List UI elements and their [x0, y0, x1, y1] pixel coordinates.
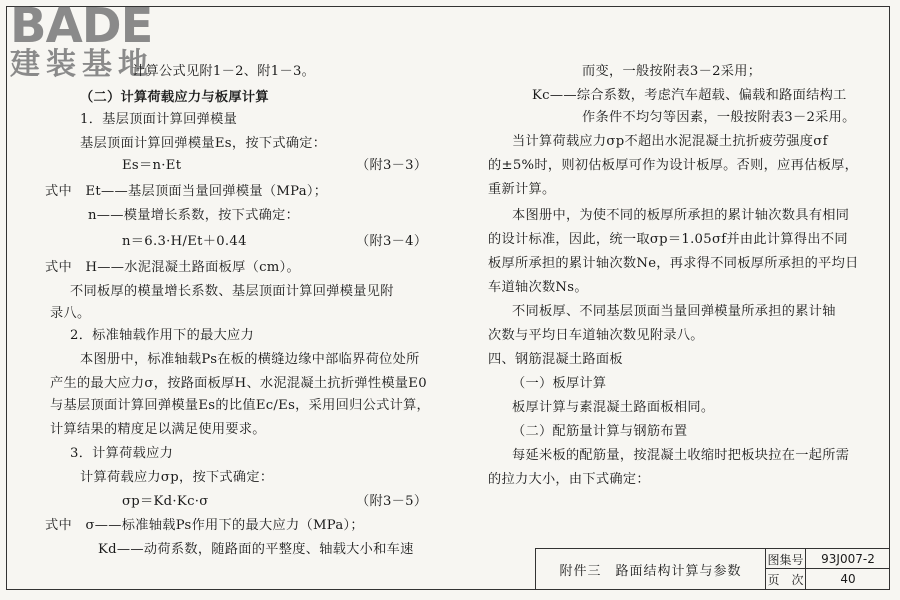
text-line: 当计算荷载应力σp不超出水泥混凝土抗折疲劳强度σf	[512, 134, 828, 149]
text-line: 重新计算。	[488, 182, 556, 197]
formula: n＝6.3·H/Et＋0.44	[122, 234, 247, 249]
text-line: 式中 σ——标准轴载Ps作用下的最大应力（MPa）；	[45, 518, 364, 533]
subsection-heading: 2．标准轴载作用下的最大应力	[70, 328, 255, 343]
text-line: 不同板厚、不同基层顶面当量回弹模量所承担的累计轴	[512, 304, 836, 319]
text-line: 基层顶面计算回弹模量Es，按下式确定：	[80, 136, 327, 151]
title-block	[535, 548, 890, 590]
page-number-row	[766, 569, 890, 589]
section-heading: （二）计算荷载应力与板厚计算	[80, 90, 269, 105]
text-line: 次数与平均日车道轴次数见附录八。	[488, 328, 704, 343]
subsection-heading: 3．计算荷载应力	[70, 446, 174, 461]
page-number-label: 页 次	[766, 569, 806, 589]
text-line: 本图册中，为使不同的板厚所承担的累计轴次数具有相同	[512, 208, 850, 223]
text-line: 本图册中，标准轴载Ps在板的横缝边缘中部临界荷位处所	[80, 352, 420, 367]
text-line: Kc——综合系数，考虑汽车超载、偏载和路面结构工	[532, 88, 847, 103]
atlas-number-value: 93J007-2	[821, 552, 875, 566]
text-line: 计算公式见附1－2、附1－3。	[132, 64, 316, 79]
text-line: 车道轴次数Ns。	[488, 280, 588, 295]
text-line: n——模量增长系数，按下式确定：	[88, 208, 300, 223]
text-line: 式中 Et——基层顶面当量回弹模量（MPa）；	[45, 184, 328, 199]
text-line: 与基层顶面计算回弹模量Es的比值Ec/Es，采用回归公式计算，	[50, 398, 431, 413]
drawing-title: 附件三 路面结构计算与参数	[536, 549, 766, 589]
text-line: Kd——动荷系数，随路面的平整度、轴载大小和车速	[98, 542, 414, 557]
subsection-heading: 1．基层顶面计算回弹模量	[80, 112, 238, 127]
text-line: 的拉力大小，由下式确定：	[488, 472, 650, 487]
atlas-number-row	[766, 549, 890, 569]
text-line: 作条件不均匀等因素，一般按附表3－2采用。	[582, 110, 856, 125]
text-line: 计算结果的精度足以满足使用要求。	[50, 422, 266, 437]
text-line: 不同板厚的模量增长系数、基层顶面计算回弹模量见附	[70, 284, 394, 299]
text-line: 的±5%时，则初估板厚可作为设计板厚。否则，应再估板厚，	[488, 158, 859, 173]
text-line: 的设计标准，因此，统一取σp＝1.05σf并由此计算得出不同	[488, 232, 848, 247]
text-line: 每延米板的配筋量，按混凝土收缩时把板块拉在一起所需	[512, 448, 850, 463]
formula: σp＝Kd·Kc·σ	[122, 494, 209, 509]
equation-number: （附3－3）	[356, 158, 428, 173]
subsection-heading: （二）配筋量计算与钢筋布置	[512, 424, 688, 439]
logo-brand-en: BADE	[10, 0, 153, 54]
text-line: 录八。	[50, 306, 91, 321]
text-line: 板厚所承担的累计轴次数Ne，再求得不同板厚所承担的平均日	[488, 256, 859, 271]
text-line: 而变，一般按附表3－2采用；	[582, 64, 762, 79]
atlas-number-label: 图集号	[766, 549, 806, 569]
logo-brand-cn: 建装基地	[10, 47, 154, 82]
text-line: 板厚计算与素混凝土路面板相同。	[512, 400, 715, 415]
text-line: 式中 H——水泥混凝土路面板厚（cm）。	[45, 260, 300, 275]
equation-number: （附3－5）	[356, 494, 428, 509]
text-line: 计算荷载应力σp，按下式确定：	[80, 470, 274, 485]
text-line: 产生的最大应力σ，按路面板厚H、水泥混凝土抗折弹性模量E0	[50, 376, 427, 391]
page-number-value: 40	[840, 572, 856, 586]
equation-number: （附3－4）	[356, 234, 428, 249]
subsection-heading: （一）板厚计算	[512, 376, 607, 391]
formula: Es＝n·Et	[122, 158, 182, 173]
section-heading: 四、钢筋混凝土路面板	[488, 352, 623, 367]
